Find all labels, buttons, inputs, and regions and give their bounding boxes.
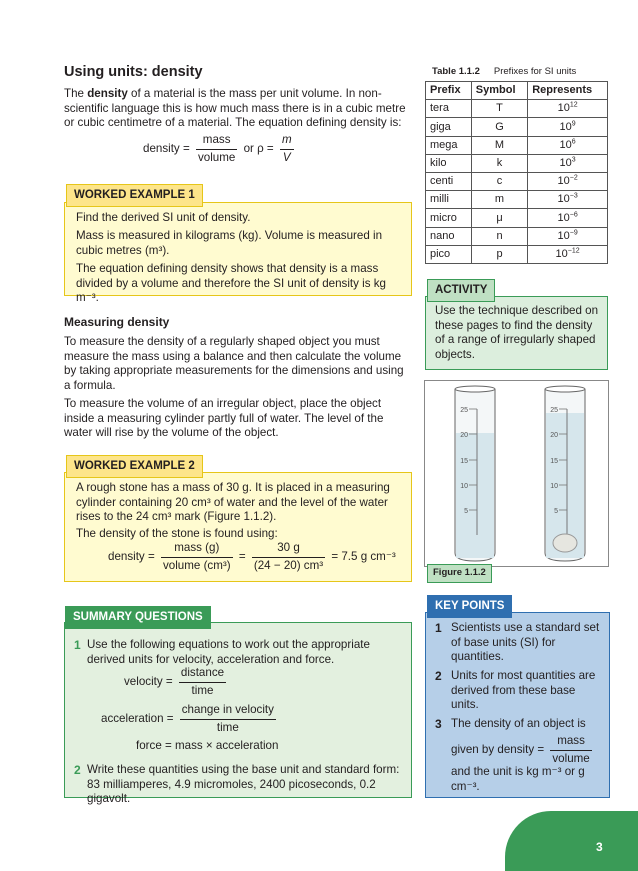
tick-label: 25 (460, 407, 468, 414)
table-row (426, 100, 608, 118)
tick-label: 15 (460, 458, 468, 465)
kp3-text-b: and the unit is kg m⁻³ or g cm⁻³. (451, 765, 585, 793)
represents-cell: $10^{-12}$ (528, 245, 608, 263)
activity-text: Use the technique described on these pages to find the density of a range of irregularly shaped objects. (435, 304, 599, 361)
sq2-number: 2 (74, 763, 81, 777)
represents-cell: $10^6$ (528, 136, 608, 154)
we1-line3: The equation defining density shows that density is a mass divided by a volume and therefore the SI unit of density is kg m⁻³. (76, 262, 386, 305)
symbol-cell: μ (471, 209, 527, 227)
prefix-cell: giga (426, 118, 472, 136)
table-row (426, 118, 608, 136)
symbol-cell: M (471, 136, 527, 154)
we1-line1: Find the derived SI unit of density. (76, 211, 251, 224)
section-title: Using units: density (64, 64, 203, 80)
kp3-equation: given by density = $\frac{\text{mass}}{\text{volume}}$ (451, 734, 590, 765)
activity-label: ACTIVITY (427, 279, 495, 302)
prefix-cell: mega (426, 136, 472, 154)
force-equation: force = mass × acceleration (136, 739, 279, 752)
prefix-cell: milli (426, 191, 472, 209)
symbol-cell: n (471, 227, 527, 245)
we2-equation: density = $\frac{\text{mass (g)}}{\text{volume (cm³)}}$ = $\frac{30 g}{\text{(24 − 20) cm³}}$ = 7.5 g cm⁻³ (108, 541, 396, 572)
symbol-cell: p (471, 245, 527, 263)
kp2-number: 2 (435, 669, 442, 683)
table-caption: Table 1.1.2 Prefixes for SI units (432, 66, 577, 77)
summary-questions-label: SUMMARY QUESTIONS (65, 606, 211, 629)
key-points-label: KEY POINTS (427, 595, 512, 618)
symbol-cell: T (471, 100, 527, 118)
represents-cell: $10^9$ (528, 118, 608, 136)
measuring-title: Measuring density (64, 315, 170, 329)
prefix-table (425, 81, 608, 264)
figure-frame (424, 380, 609, 567)
measuring-p2: To measure the volume of an irregular object, place the object inside a measuring cylinder partly full of water. The level of the water will rise by the volume of the object. (64, 397, 384, 440)
tick-label: 10 (550, 483, 558, 490)
table-row (426, 191, 608, 209)
table-row (426, 227, 608, 245)
symbol-cell: k (471, 154, 527, 172)
symbol-cell: m (471, 191, 527, 209)
velocity-equation: velocity = $\frac{\text{distance}}{\text{time}}$ (124, 666, 225, 697)
prefix-cell: kilo (426, 154, 472, 172)
table-row (426, 209, 608, 227)
prefix-cell: pico (426, 245, 472, 263)
cylinder-left (455, 386, 495, 561)
prefix-cell: micro (426, 209, 472, 227)
table-row (426, 245, 608, 263)
cylinder-right (545, 386, 585, 561)
symbol-cell: G (471, 118, 527, 136)
prefix-cell: tera (426, 100, 472, 118)
header-prefix: Prefix (426, 82, 472, 100)
we1-line2: Mass is measured in kilograms (kg). Volume is measured in cubic metres (m³). (76, 229, 383, 257)
water-left (456, 433, 494, 558)
sq2-text: Write these quantities using the base unit and standard form: 83 milliamperes, 4.9 micromoles, 2400 picoseconds, 0.2 gigavolt. (87, 763, 400, 806)
figure-label: Figure 1.1.2 (427, 564, 492, 583)
measuring-p1: To measure the density of a regularly shaped object you must measure the mass using a balance and then calculate the volume by taking appropriate measurements for the dimensions and using a formula. (64, 335, 404, 392)
prefix-cell: nano (426, 227, 472, 245)
kp1-text: Scientists use a standard set of base units (SI) for quantities. (451, 621, 600, 664)
we2-paragraph: A rough stone has a mass of 30 g. It is placed in a measuring cylinder containing 20 cm³ of water and the level of the water rises to the 24 cm³ mark (Figure 1.1.2). (76, 481, 390, 524)
worked-example-2-label: WORKED EXAMPLE 2 (66, 455, 203, 478)
tick-label: 20 (460, 432, 468, 439)
stone (553, 534, 577, 552)
represents-cell: $10^3$ (528, 154, 608, 172)
tick-label: 20 (550, 432, 558, 439)
kp3-number: 3 (435, 717, 442, 731)
represents-cell: $10^{-9}$ (528, 227, 608, 245)
tick-label: 10 (460, 483, 468, 490)
represents-cell: $10^{-2}$ (528, 172, 608, 190)
tick-label: 5 (464, 508, 468, 515)
table-row (426, 172, 608, 190)
header-symbol: Symbol (471, 82, 527, 100)
symbol-cell: c (471, 172, 527, 190)
kp2-text: Units for most quantities are derived from these base units. (451, 669, 596, 712)
measuring-cylinders-illustration (425, 381, 608, 566)
tick-label: 25 (550, 407, 558, 414)
kp3-text-a: The density of an object is (451, 717, 586, 730)
kp1-number: 1 (435, 621, 442, 635)
sq1-number: 1 (74, 638, 81, 652)
tick-label: 5 (554, 508, 558, 515)
prefix-table-header (426, 82, 608, 100)
header-represents: Represents (528, 82, 608, 100)
density-equation: density = $\frac{\text{mass}}{\text{volume}}$ or ρ = $\frac{m}{V}$ (143, 133, 292, 164)
page-number-tab (505, 811, 638, 871)
table-row (426, 136, 608, 154)
intro-paragraph: The density of a material is the mass per unit volume. In non-scientific language this is how much mass there is in a cubic metre or cubic centimetre of a material. The equation defining density is: (64, 87, 406, 130)
we2-found-using: The density of the stone is found using: (76, 527, 278, 540)
acceleration-equation: acceleration = $\frac{\text{change in velocity}}{\text{time}}$ (101, 703, 274, 734)
sq1-text: Use the following equations to work out the appropriate derived units for velocity, acceleration and force. (87, 638, 370, 666)
worked-example-1-label: WORKED EXAMPLE 1 (66, 184, 203, 207)
table-row (426, 154, 608, 172)
tick-label: 15 (550, 458, 558, 465)
page-number: 3 (596, 840, 603, 854)
represents-cell: $10^{-3}$ (528, 191, 608, 209)
represents-cell: $10^{-6}$ (528, 209, 608, 227)
prefix-cell: centi (426, 172, 472, 190)
represents-cell: $10^{12}$ (528, 100, 608, 118)
